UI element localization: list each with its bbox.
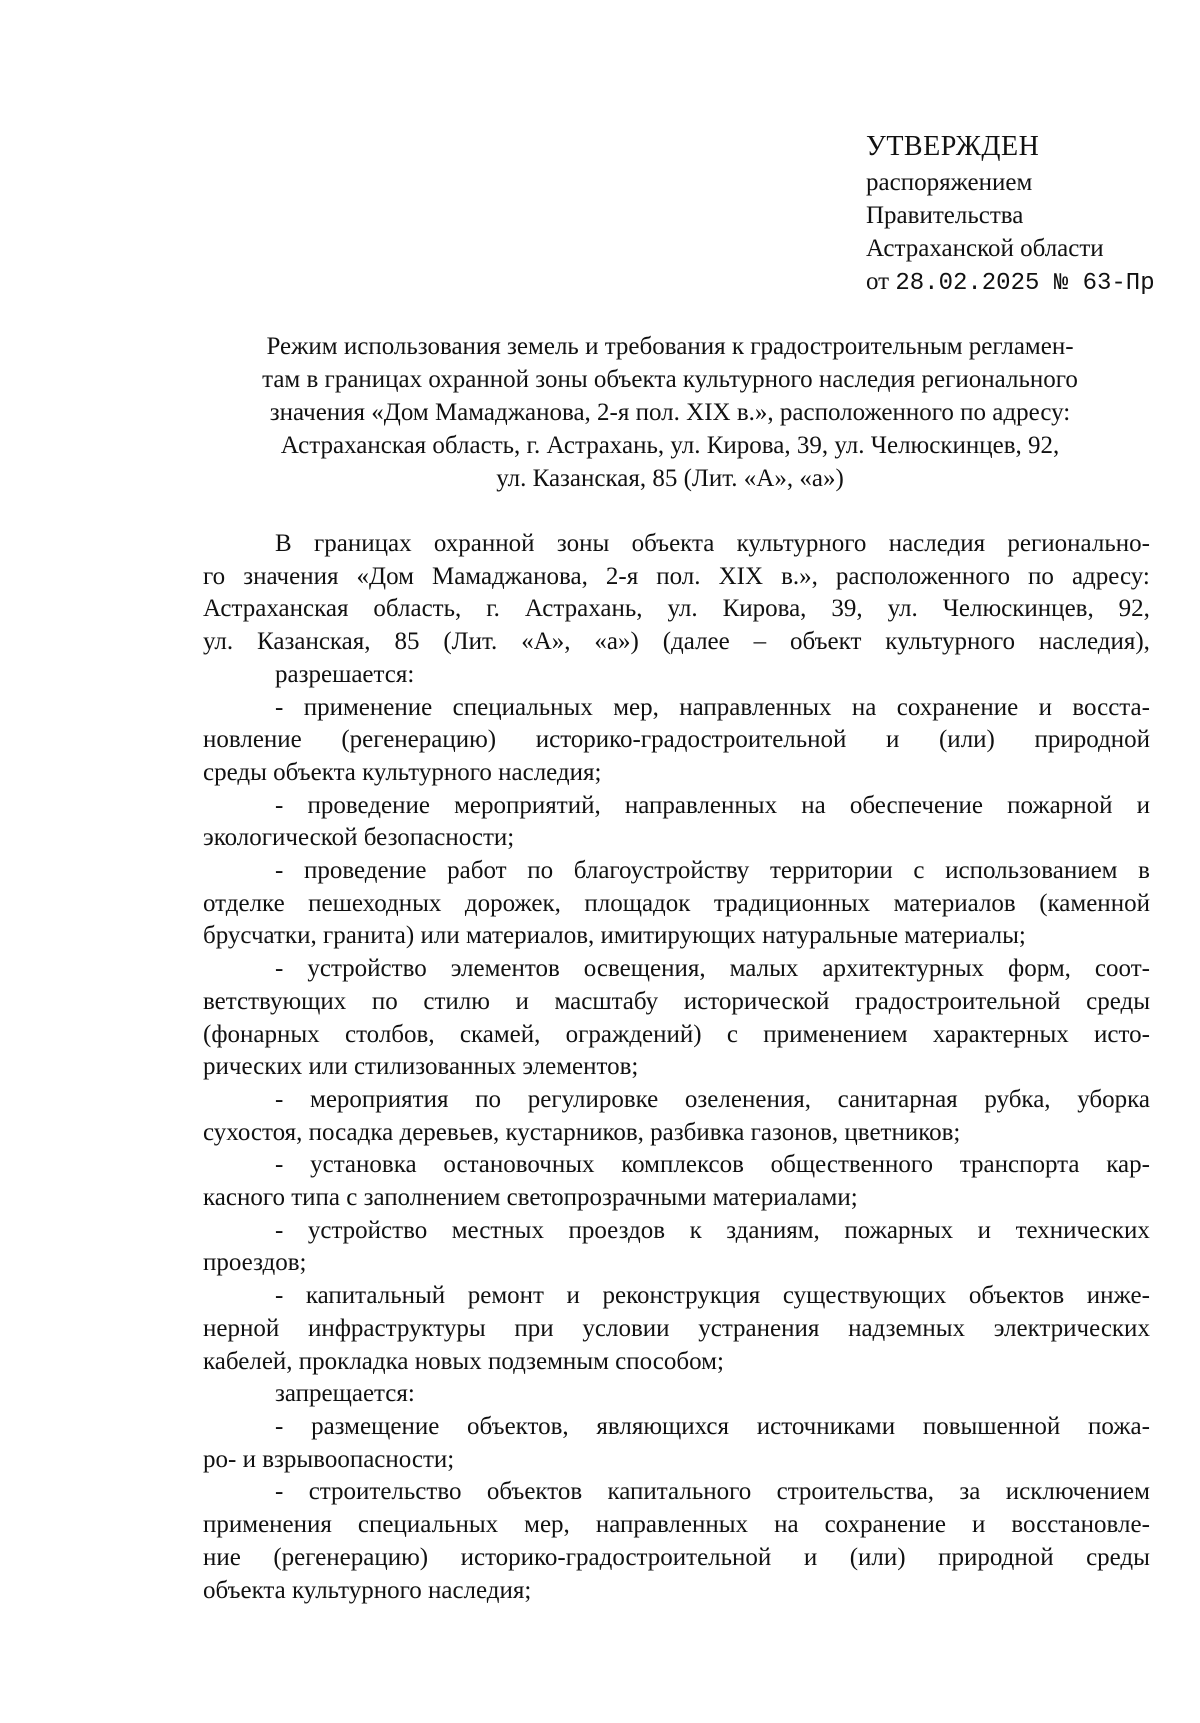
body-text-line: нерной инфраструктуры при условии устранения надземных электрических xyxy=(203,1314,1150,1342)
body-text-line: экологической безопасности; xyxy=(203,824,515,852)
heading-line: Астраханская область, г. Астрахань, ул. Кирова, 39, ул. Челюскинцев, 92, xyxy=(280,432,1060,459)
body-text-line: ро- и взрывоопасности; xyxy=(203,1445,455,1473)
body-text-line: новление (регенерацию) историко-градостроительной и (или) природной xyxy=(203,726,1150,754)
approval-date-line xyxy=(866,265,1186,300)
body-text-line: - размещение объектов, являющихся источниками повышенной пожа- xyxy=(275,1412,1150,1440)
body-text-line: - капитальный ремонт и реконструкция существующих объектов инже- xyxy=(275,1282,1150,1310)
body-text-line: запрещается: xyxy=(275,1380,415,1408)
body-text-line: рических или стилизованных элементов; xyxy=(203,1053,639,1081)
approval-line-government: Правительства xyxy=(866,202,1024,229)
body-text-line: отделке пешеходных дорожек, площадок традиционных материалов (каменной xyxy=(203,889,1150,917)
body-text-line: сухостоя, посадка деревьев, кустарников, разбивка газонов, цветников; xyxy=(203,1118,961,1146)
body-text-line: (фонарных столбов, скамей, ограждений) с применением характерных исто- xyxy=(203,1020,1150,1048)
body-text-line: применения специальных мер, направленных на сохранение и восстановле- xyxy=(203,1511,1150,1539)
document-body xyxy=(203,528,1150,1607)
body-text-line: - проведение мероприятий, направленных на обеспечение пожарной и xyxy=(275,791,1150,819)
body-text-line: Астраханская область, г. Астрахань, ул. Кирова, 39, ул. Челюскинцев, 92, xyxy=(203,595,1150,623)
body-text-line: ние (регенерацию) историко-градостроительной и (или) природной среды xyxy=(203,1543,1150,1571)
heading-line: значения «Дом Мамаджанова, 2-я пол. XIX в.», расположенного по адресу: xyxy=(269,399,1071,426)
body-text-line: - установка остановочных комплексов общественного транспорта кар- xyxy=(275,1151,1150,1179)
document-heading xyxy=(200,330,1140,495)
approval-title: УТВЕРЖДЕН xyxy=(866,131,1040,162)
body-text-line: - проведение работ по благоустройству территории с использованием в xyxy=(275,857,1150,885)
approval-line-region: Астраханской области xyxy=(866,235,1104,262)
approval-line-order: распоряжением xyxy=(866,169,1033,196)
body-text-line: касного типа с заполнением светопрозрачными материалами; xyxy=(203,1184,858,1212)
approval-date-number: 28.02.2025 № 63-Пр xyxy=(895,270,1155,297)
heading-line: там в границах охранной зоны объекта культурного наследия регионального xyxy=(262,366,1078,393)
body-text-line: объекта культурного наследия; xyxy=(203,1576,532,1604)
approval-stamp xyxy=(866,128,1186,300)
body-text-line: ул. Казанская, 85 (Лит. «А», «а») (далее – объект культурного наследия), xyxy=(203,628,1150,656)
body-text-line: - применение специальных мер, направленных на сохранение и восста- xyxy=(275,693,1150,721)
body-text-line: - строительство объектов капитального строительства, за исключением xyxy=(275,1478,1150,1506)
body-text-line: проездов; xyxy=(203,1249,307,1277)
body-text-line: ветствующих по стилю и масштабу исторической градостроительной среды xyxy=(203,987,1150,1015)
body-text-line: - устройство местных проездов к зданиям, пожарных и технических xyxy=(275,1216,1150,1244)
heading-line: ул. Казанская, 85 (Лит. «А», «а») xyxy=(496,465,844,492)
body-text-line: - мероприятия по регулировке озеленения, санитарная рубка, уборка xyxy=(275,1085,1150,1113)
body-text-line: среды объекта культурного наследия; xyxy=(203,758,602,786)
body-text-line: го значения «Дом Мамаджанова, 2-я пол. XIX в.», расположенного по адресу: xyxy=(203,562,1150,590)
body-text-line: - устройство элементов освещения, малых архитектурных форм, соот- xyxy=(275,955,1150,983)
body-text-line: разрешается: xyxy=(275,660,415,688)
approval-date-prefix: от xyxy=(866,268,890,295)
heading-line: Режим использования земель и требования к градостроительным регламен- xyxy=(266,333,1074,360)
body-text-line: брусчатки, гранита) или материалов, имитирующих натуральные материалы; xyxy=(203,922,1026,950)
body-text-line: кабелей, прокладка новых подземным способом; xyxy=(203,1347,724,1375)
body-text-line: В границах охранной зоны объекта культурного наследия регионально- xyxy=(275,530,1150,557)
